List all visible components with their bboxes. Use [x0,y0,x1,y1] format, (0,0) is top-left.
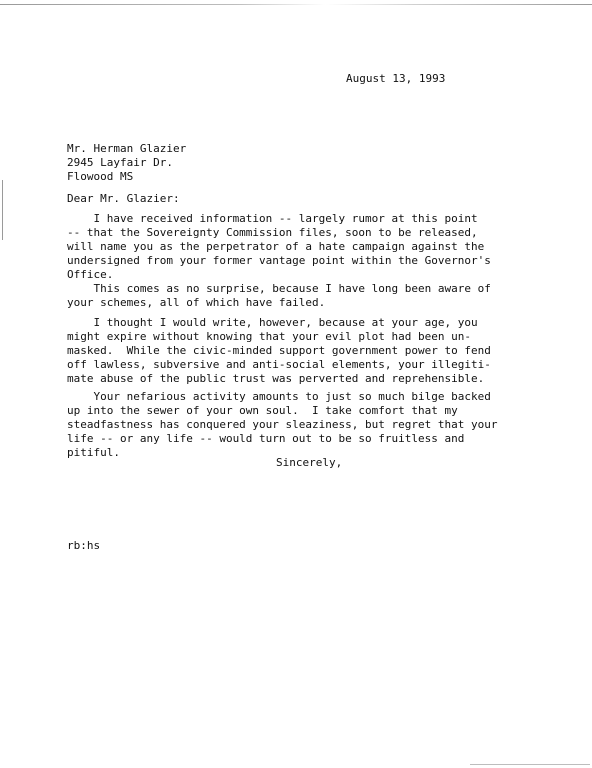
paragraph-3-line-2: might expire without knowing that your evil plot had been un- [67,330,471,343]
scan-bottom-edge [470,764,590,765]
scan-left-edge [2,180,3,240]
paragraph-3-line-5: mate abuse of the public trust was perverted and reprehensible. [67,372,485,385]
addressee-street: 2945 Layfair Dr. [67,156,173,169]
addressee-city: Flowood MS [67,170,134,183]
addressee-name: Mr. Herman Glazier [67,142,187,155]
salutation: Dear Mr. Glazier: [67,192,180,205]
paragraph-3-line-3: masked. While the civic-minded support government power to fend [67,344,491,357]
paragraph-2-line-1: This comes as no surprise, because I have long been aware of [67,282,491,295]
paragraph-1-line-4: undersigned from your former vantage point within the Governor's [67,254,491,267]
paragraph-1-line-3: will name you as the perpetrator of a hate campaign against the [67,240,485,253]
paragraph-3-line-4: off lawless, subversive and anti-social elements, your illegiti- [67,358,491,371]
paragraph-1-line-1: I have received information -- largely rumor at this point [67,212,478,225]
scan-top-edge [0,4,592,5]
paragraph-1-line-5: Office. [67,268,114,281]
paragraph-4-line-3: steadfastness has conquered your sleaziness, but regret that your [67,418,498,431]
reference-initials: rb:hs [67,539,101,552]
closing: Sincerely, [276,456,343,469]
paragraph-1-line-2: -- that the Sovereignty Commission files, soon to be released, [67,226,478,239]
paragraph-4-line-1: Your nefarious activity amounts to just so much bilge backed [67,390,491,403]
paragraph-2-line-2: your schemes, all of which have failed. [67,296,326,309]
letter-date: August 13, 1993 [346,72,446,85]
paragraph-4-line-5: pitiful. [67,446,120,459]
paragraph-4-line-2: up into the sewer of your own soul. I take comfort that my [67,404,458,417]
paragraph-4-line-4: life -- or any life -- would turn out to be so fruitless and [67,432,465,445]
paragraph-3-line-1: I thought I would write, however, because at your age, you [67,316,478,329]
